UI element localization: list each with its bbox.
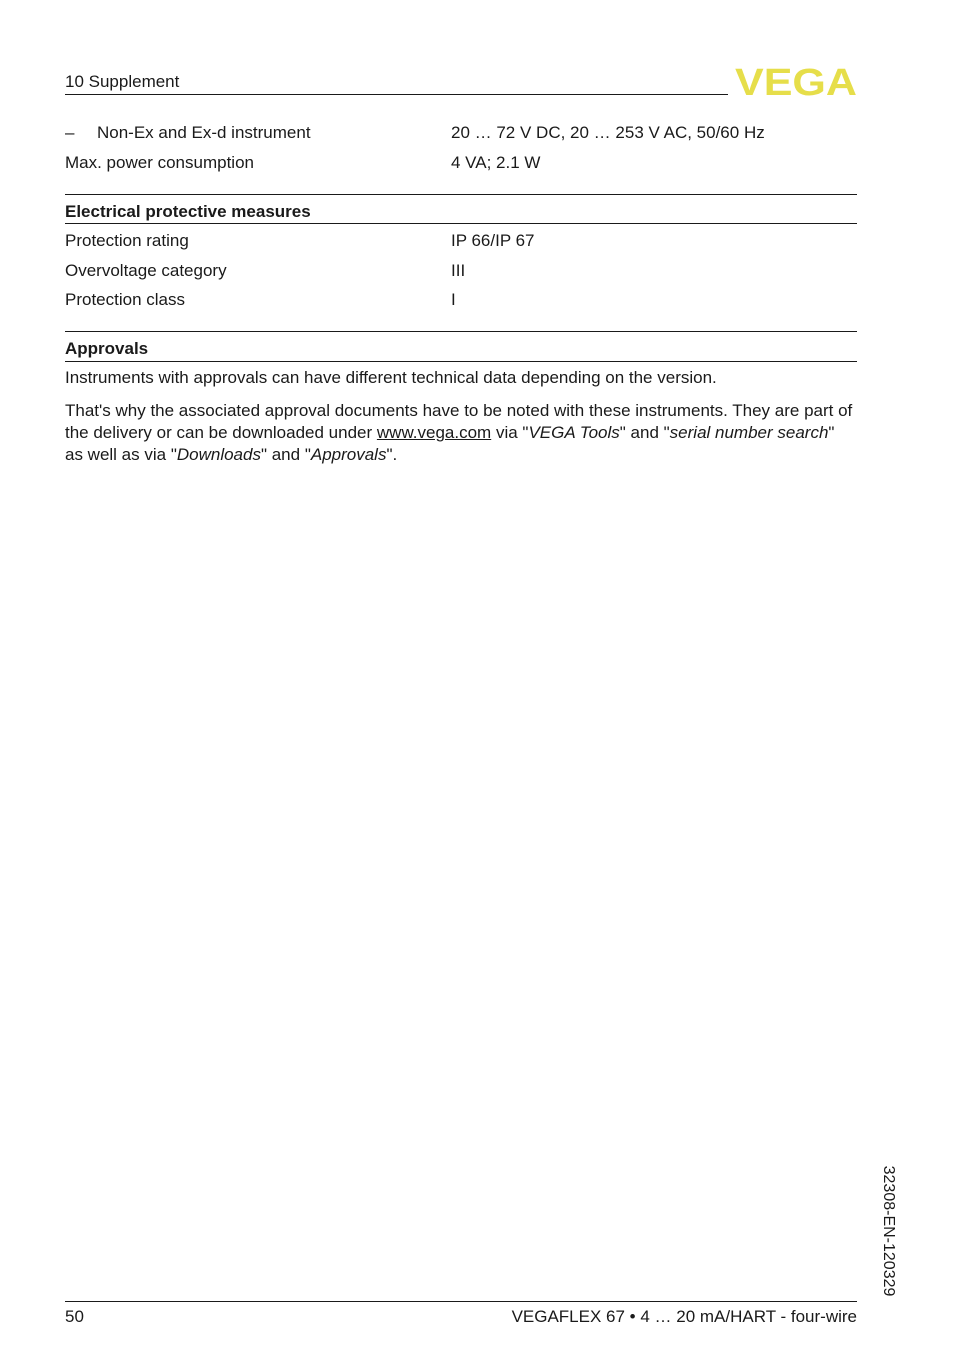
document-code-text: 32308-EN-120329 [880,1165,897,1297]
header-divider [65,94,728,95]
approvals-paragraph-2 [65,400,857,466]
list-dash: – [65,123,75,142]
spec-value: IP 66/IP 67 [451,231,535,250]
approvals-paragraph-1: Instruments with approvals can have different technical data depending on the version. [65,368,717,387]
spec-value: 4 VA; 2.1 W [451,153,541,172]
emphasis-approvals: Approvals [310,445,387,464]
footer-divider [65,1301,857,1302]
vega-logo [735,66,857,97]
footer-title: VEGAFLEX 67 • 4 … 20 mA/HART - four-wire [511,1307,857,1326]
section-divider-top [65,331,857,332]
spec-label: Max. power consumption [65,153,254,172]
vega-website-link[interactable]: www.vega.com [376,423,492,442]
spec-label: Non-Ex and Ex-d instrument [97,123,311,142]
spec-label: Protection class [65,290,185,309]
section-title-electrical: Electrical protective measures [65,202,311,221]
section-title-approvals: Approvals [65,339,149,358]
spec-value: 20 … 72 V DC, 20 … 253 V AC, 50/60 Hz [451,123,765,142]
spec-value: I [451,290,456,309]
emphasis-serial-number-search: serial number search [669,423,829,442]
paragraph-text: via " [491,423,529,442]
header-section-title: 10 Supplement [65,72,180,91]
page-number: 50 [65,1307,84,1326]
vega-logo-text: VEGA [735,66,857,97]
emphasis-downloads: Downloads [176,445,261,464]
paragraph-text: That's why the associated approval documents have to be noted with these instruments. They are part of the delivery or can be downloaded under [65,401,853,442]
section-divider-top [65,194,857,195]
emphasis-vega-tools: VEGA Tools [528,423,620,442]
section-divider-bottom [65,223,857,224]
spec-row-protection-class [65,290,857,314]
spec-row-protection-rating [65,231,857,255]
paragraph-text: " as well as via " [65,423,835,464]
paragraph-text: " and " [260,445,311,464]
spec-row-overvoltage [65,261,857,285]
spec-value: III [451,261,466,280]
spec-row-non-ex [65,123,857,147]
document-code [876,1158,900,1304]
paragraph-text: " and " [619,423,670,442]
spec-row-power-consumption [65,153,857,177]
section-divider-bottom [65,361,857,362]
paragraph-text: ". [386,445,398,464]
spec-label: Protection rating [65,231,189,250]
spec-label: Overvoltage category [65,261,227,280]
